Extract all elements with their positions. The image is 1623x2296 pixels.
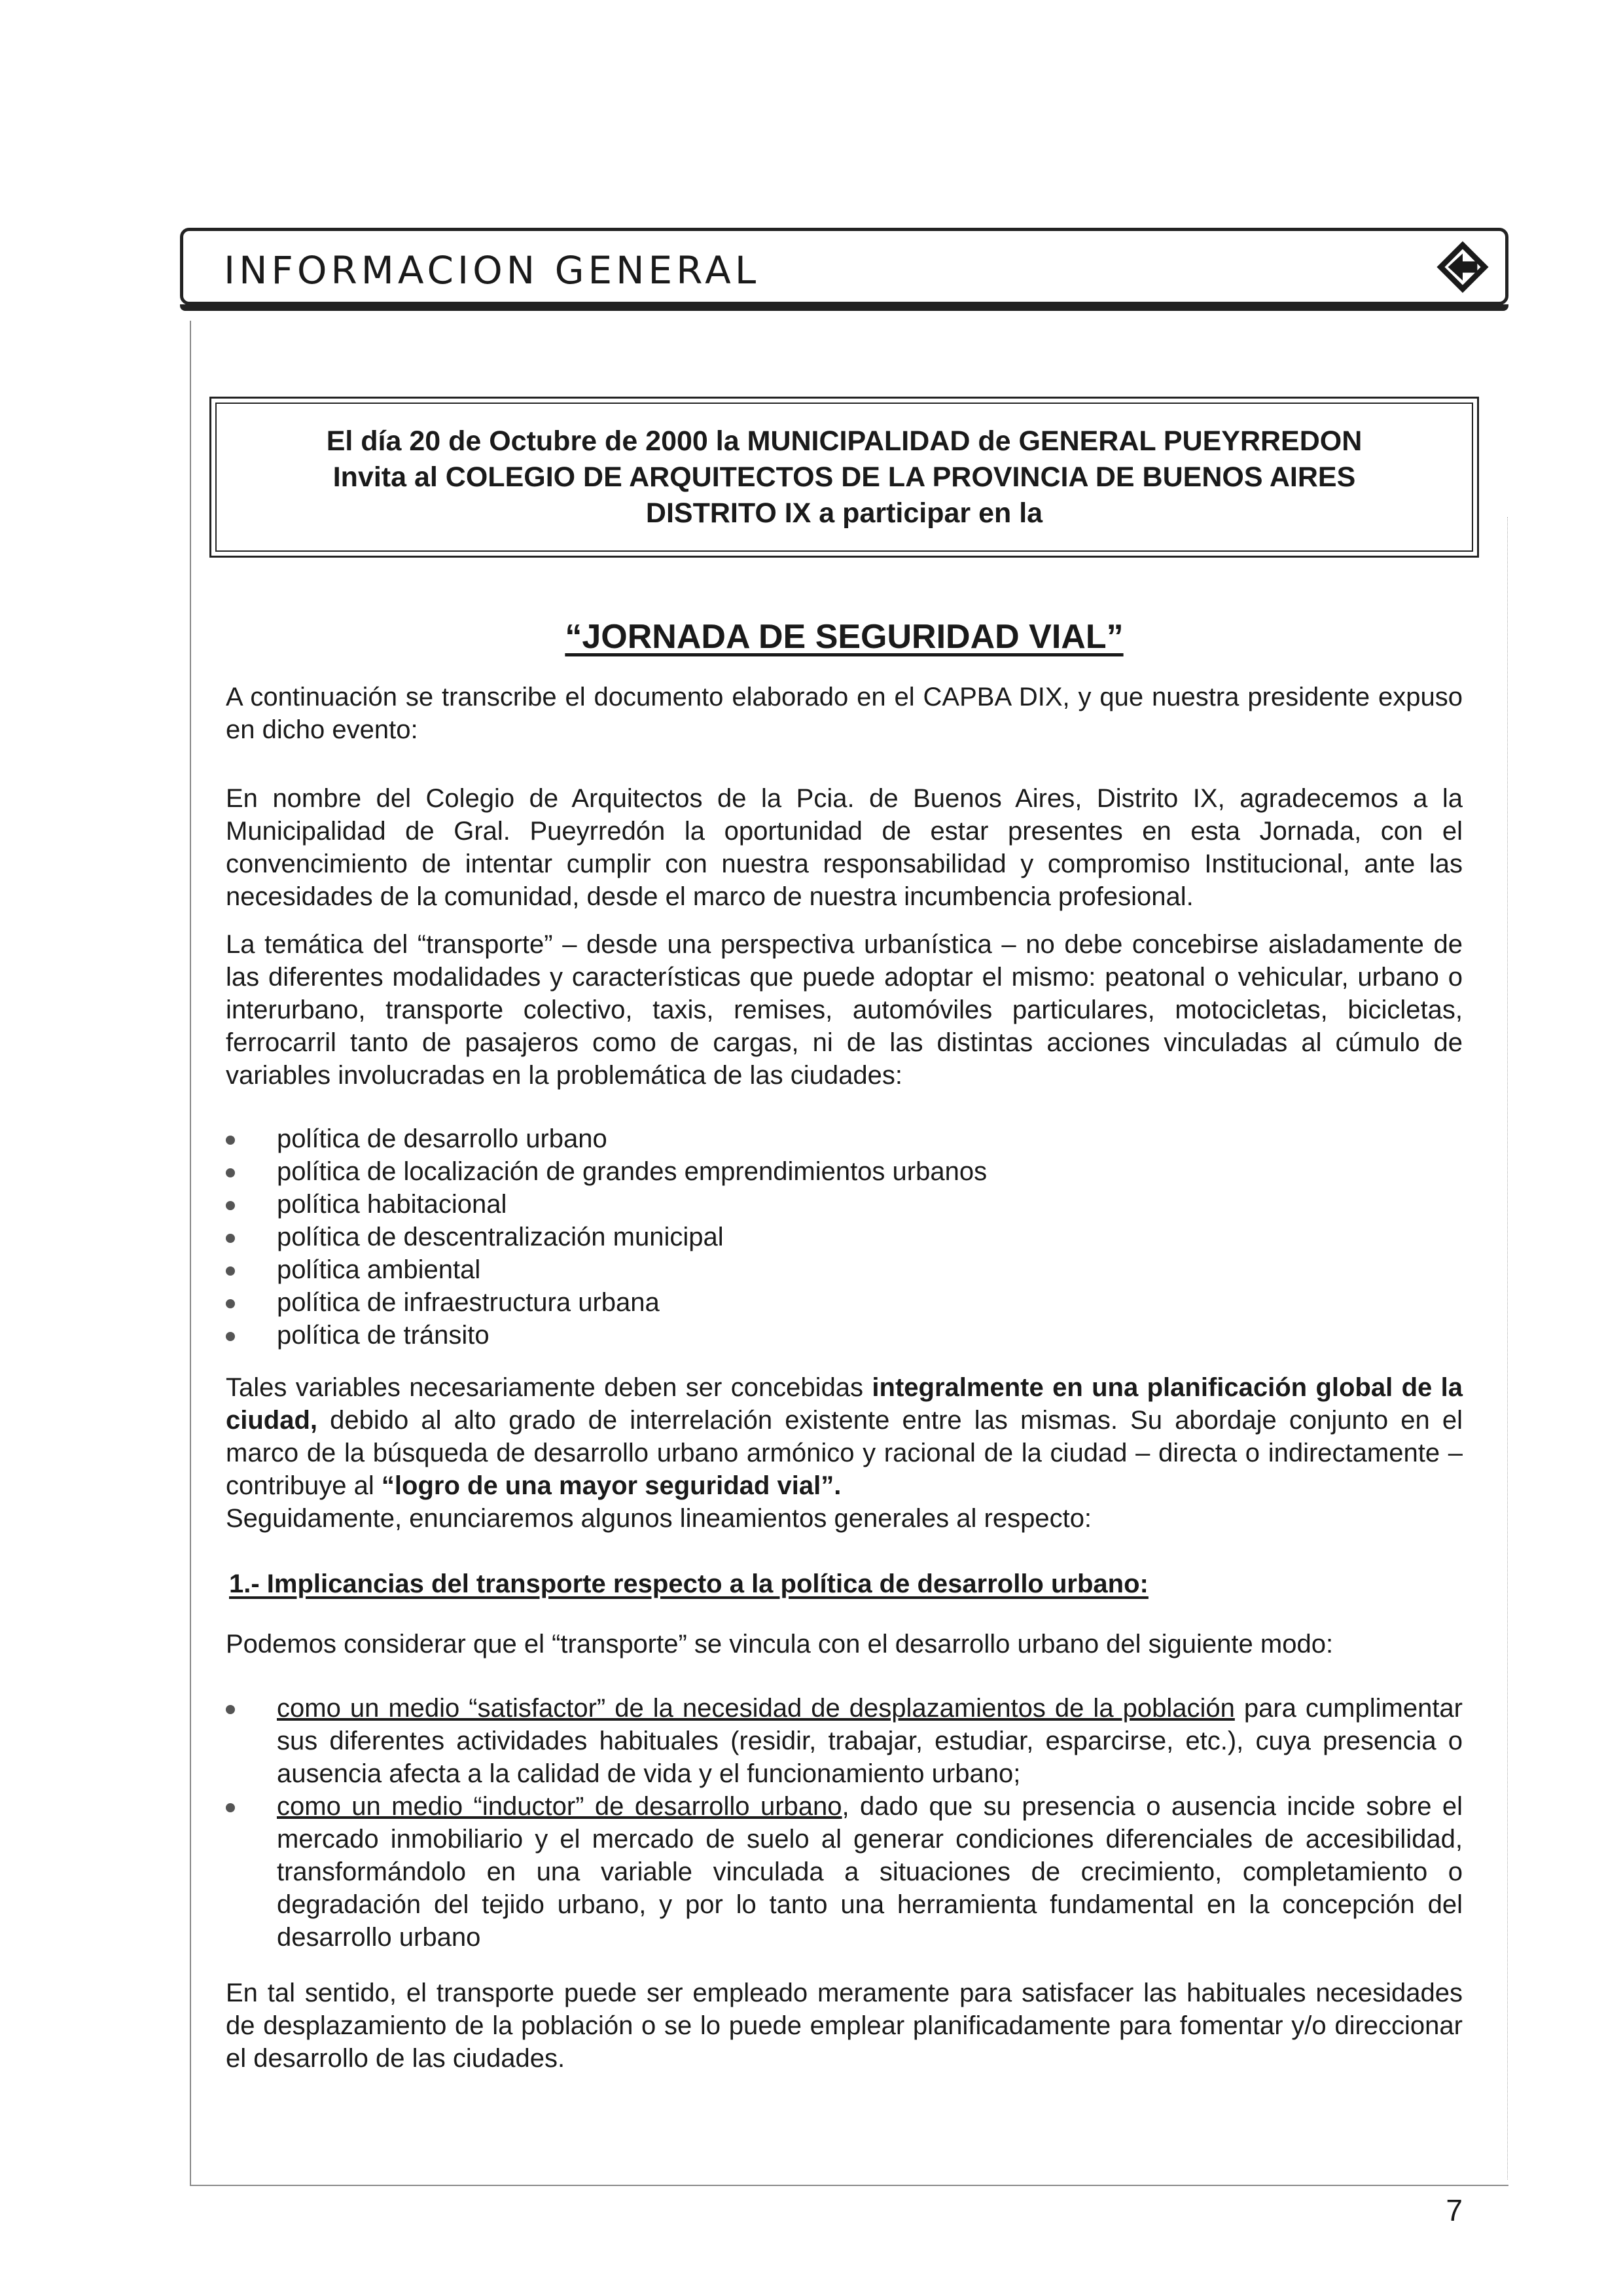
list-item: como un medio “inductor” de desarrollo urbano, dado que su presencia o ausencia incide sobre el mercado inmobiliario y el mercado de suelo al generar condiciones diferenciales de accesibilidad, transformándolo en una variable vinculada a situaciones de crecimiento, completamiento o degradación del tejido urbano, y por lo tanto una herramienta fundamental en la concepción del desarrollo urbano [226, 1790, 1463, 1954]
bullet-icon [226, 1201, 235, 1210]
bullet-icon [226, 1136, 235, 1145]
transport-theme-paragraph: La temática del “transporte” – desde una perspectiva urbanística – no debe concebirse aisladamente de las diferentes modalidades y características que puede adoptar el mismo: peatonal o vehicular, urbano o interurbano, transporte colectivo, taxis, remises, automóviles particulares, motocicletas, bicicletas, ferrocarril tanto de pasajeros como de cargas, ni de las distintas acciones vinculadas al cúmulo de variables involucradas en la problemática de las ciudades: [226, 930, 1463, 1090]
transport-link-paragraph: Podemos considerar que el “transporte” se vincula con el desarrollo urbano del siguiente modo: [226, 1630, 1334, 1659]
invitation-box [209, 397, 1479, 558]
list-item: política habitacional [226, 1188, 1469, 1221]
list-item: política de infraestructura urbana [226, 1286, 1469, 1319]
document-title: “JORNADA DE SEGURIDAD VIAL” [565, 618, 1124, 656]
transport-points-list [226, 1692, 1463, 1954]
list-item: política de localización de grandes emprendimientos urbanos [226, 1155, 1469, 1188]
bullet-icon [226, 1234, 235, 1243]
bullet-icon [226, 1803, 235, 1812]
page-number: 7 [1446, 2193, 1463, 2227]
list-item: política de desarrollo urbano [226, 1122, 1469, 1155]
arrow-logo-icon [1435, 239, 1491, 295]
bullet-icon [226, 1705, 235, 1714]
bullet-icon [226, 1332, 235, 1341]
page-frame-right-edge [1507, 517, 1508, 2179]
section-1-heading: 1.- Implicancias del transporte respecto a la política de desarrollo urbano: [229, 1570, 1149, 1598]
bullet-icon [226, 1299, 235, 1308]
acknowledgement-paragraph: En nombre del Colegio de Arquitectos de la Pcia. de Buenos Aires, Distrito IX, agradecemos a la Municipalidad de Gral. Pueyrredón la oportunidad de estar presentes en esta Jornada, con el convencimiento de intentar cumplir con nuestra responsabilidad y compromiso Institucional, ante las necesidades de la comunidad, desde el marco de nuestra incumbencia profesional. [226, 784, 1463, 911]
invitation-line-1: El día 20 de Octubre de 2000 la MUNICIPALIDAD de GENERAL PUEYRREDON [326, 425, 1363, 457]
integral-planning-paragraph: Tales variables necesariamente deben ser concebidas integralmente en una planificación global de la ciudad, debido al alto grado de interrelación existente entre las mismas. Su abordaje conjunto en el marco de la búsqueda de desarrollo urbano armónico y racional de la ciudad – directa o indirectamente – contribuye al “logro de una mayor seguridad vial”. Seguidamente, enunciaremos algunos lineamientos generales al respecto: [226, 1373, 1463, 1533]
list-item: como un medio “satisfactor” de la necesidad de desplazamientos de la población para cumplimentar sus diferentes actividades habituales (residir, trabajar, estudiar, esparcirse, etc.), cuya presencia o ausencia afecta a la calidad de vida y el funcionamiento urbano; [226, 1692, 1463, 1790]
list-item: política de tránsito [226, 1319, 1469, 1352]
list-item: política de descentralización municipal [226, 1221, 1469, 1253]
intro-paragraph: A continuación se transcribe el documento elaborado en el CAPBA DIX, y que nuestra presidente expuso en dicho evento: [226, 683, 1463, 744]
bullet-icon [226, 1168, 235, 1177]
list-item: política ambiental [226, 1253, 1469, 1286]
invitation-box-inner [215, 403, 1473, 552]
bullet-icon [226, 1266, 235, 1276]
invitation-line-3: DISTRITO IX a participar en la [645, 497, 1043, 529]
invitation-line-2: Invita al COLEGIO DE ARQUITECTOS DE LA PROVINCIA DE BUENOS AIRES [332, 461, 1356, 493]
section-title: INFORMACION GENERAL [224, 248, 760, 293]
policy-list [226, 1122, 1469, 1352]
section-header [180, 228, 1508, 305]
conclusion-paragraph: En tal sentido, el transporte puede ser empleado meramente para satisfacer las habituales necesidades de desplazamiento de la población o se lo puede emplear planificadamente para fomentar y/o direccionar el desarrollo de las ciudades. [226, 1979, 1463, 2073]
